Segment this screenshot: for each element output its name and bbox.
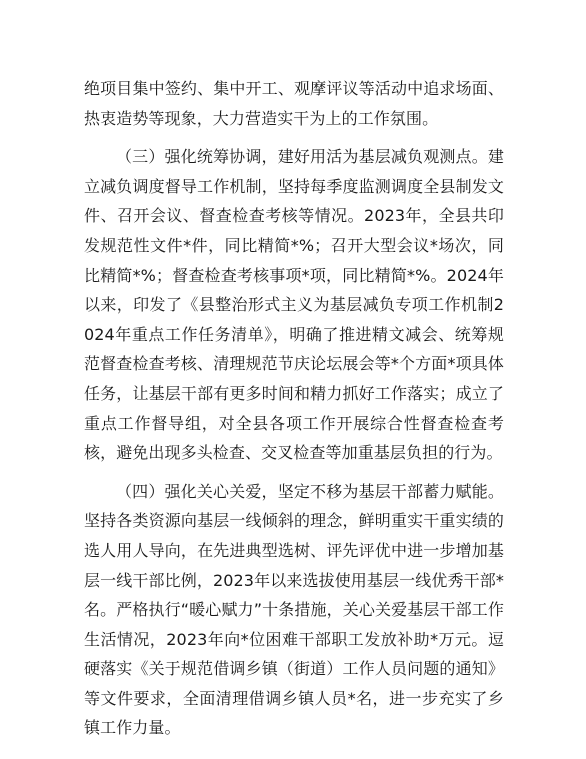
paragraph-section-three: （三）强化统筹协调，建好用活为基层减负观测点。建立减负调度督导工作机制，坚持每季度监测调度全县制发文件、召开会议、督查检查考核等情况。2023年，全县共印发规范性文件*件，同比精简*%；召开大型会议*场次，同比精简*%；督查检查考核事项*项，同比精简*%。2024年以来，印发了《县整治形式主义为基层减负专项工作机制2024年重点工作任务清单》，明确了推进精文减会、统筹规范督查检查考核、清理规范节庆论坛展会等*个方面*项具体任务，让基层干部有更多时间和精力抓好工作落实；成立了重点工作督导组，对全县各项工作开展综合性督查检查考核，避免出现多头检查、交叉检查等加重基层负担的行为。	[84, 147, 504, 463]
document-page	[84, 74, 504, 743]
paragraph-continuation: 绝项目集中签约、集中开工、观摩评议等活动中追求场面、热衷造势等现象，大力营造实干为上的工作氛围。	[84, 79, 504, 128]
paragraph-section-four: （四）强化关心关爱，坚定不移为基层干部蓄力赋能。坚持各类资源向基层一线倾斜的理念，鲜明重实干重实绩的选人用人导向，在先进典型选树、评先评优中进一步增加基层一线干部比例，2023年以来选拔使用基层一线优秀干部*名。严格执行“暖心赋力”十条措施，关心关爱基层干部工作生活情况，2023年向*位困难干部职工发放补助*万元。逗硬落实《关于规范借调乡镇（街道）工作人员问题的通知》等文件要求，全面清理借调乡镇人员*名，进一步充实了乡镇工作力量。	[84, 481, 504, 738]
